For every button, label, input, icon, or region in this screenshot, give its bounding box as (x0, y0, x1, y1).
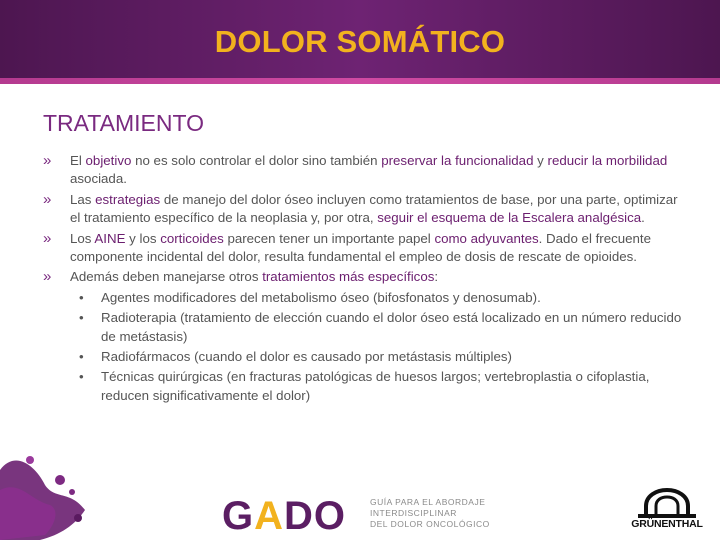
slide-title: DOLOR SOMÁTICO (214, 24, 506, 59)
dot-bullet-icon: • (79, 349, 84, 365)
body-text: El (70, 153, 86, 168)
sub-bullet-text: Radiofármacos (cuando el dolor es causado por metástasis múltiples) (101, 349, 512, 365)
paint-splash-decoration (0, 430, 90, 540)
body-text: parecen tener un importante papel (223, 230, 435, 246)
double-chevron-right-icon: » (43, 229, 52, 247)
dot-bullet-icon: • (79, 310, 84, 326)
highlighted-text: seguir el esquema de la Escalera analgésica (377, 210, 642, 226)
dot-bullet-icon: • (79, 289, 84, 305)
grunenthal-logo (624, 488, 710, 534)
gado-tagline: GUÍA PARA EL ABORDAJE INTERDISCIPLINAR DEL DOLOR ONCOLÓGICO (370, 497, 490, 529)
highlighted-text: corticoides (160, 230, 224, 246)
bullet-item (43, 268, 683, 286)
sub-bullet-item (43, 368, 683, 405)
gado-wordmark: GADO (222, 494, 347, 538)
double-chevron-right-icon: » (43, 152, 52, 169)
highlighted-text: preservar la funcionalidad (381, 153, 534, 168)
double-chevron-right-icon: » (43, 268, 52, 286)
header-accent-bar (0, 78, 720, 84)
body-text: . (641, 210, 645, 226)
grunenthal-name: GRÜNENTHAL (631, 518, 703, 530)
section-heading: TRATAMIENTO (43, 110, 204, 136)
body-text: Además deben manejarse otros (70, 269, 263, 285)
sub-bullet-item (43, 289, 683, 307)
dot-bullet-icon: • (79, 369, 84, 385)
body-text: : (434, 269, 439, 285)
sub-bullet-text: Radioterapia (tratamiento de elección cuando el dolor óseo está localizado en un número reducido de metástasis) (101, 310, 682, 344)
sub-bullet-text: Agentes modificadores del metabolismo óseo (bifosfonatos y denosumab). (101, 289, 541, 305)
highlighted-text: AINE (94, 230, 126, 246)
sub-bullet-item (43, 309, 683, 346)
bullet-item (43, 191, 683, 228)
body-text: y (533, 153, 548, 168)
body-text: de manejo del dolor óseo incluyen como tratamientos de base, por una parte, optimizar el tratamiento específico de la neoplasia y, por otra, (70, 191, 678, 226)
highlighted-text: tratamientos más específicos (262, 269, 435, 285)
body-text: Las (70, 191, 96, 207)
highlighted-text: estrategias (95, 191, 161, 207)
double-chevron-right-icon: » (43, 190, 52, 208)
body-text: y los (125, 230, 161, 246)
gado-logo (222, 494, 490, 539)
body-text: no es solo controlar el dolor sino también (131, 153, 382, 168)
highlighted-text: objetivo (85, 153, 132, 168)
sub-bullet-item (43, 348, 683, 366)
sub-bullet-text: Técnicas quirúrgicas (en fracturas patológicas de huesos largos; vertebroplastia o cifoplastia, reducen significativamente el dolor) (101, 369, 650, 403)
body-text: Los (70, 230, 95, 246)
highlighted-text: como adyuvantes (434, 230, 539, 246)
bullet-list (43, 152, 683, 407)
grunenthal-emblem-icon (624, 488, 710, 518)
body-text: asociada. (70, 171, 127, 187)
bullet-item (43, 230, 683, 267)
highlighted-text: reducir la morbilidad (547, 153, 668, 168)
bullet-item (43, 152, 683, 189)
body-text: . Dado el frecuente componente incidental del dolor, resulta fundamental el empleo de dosis de rescate de opioides. (70, 230, 652, 265)
